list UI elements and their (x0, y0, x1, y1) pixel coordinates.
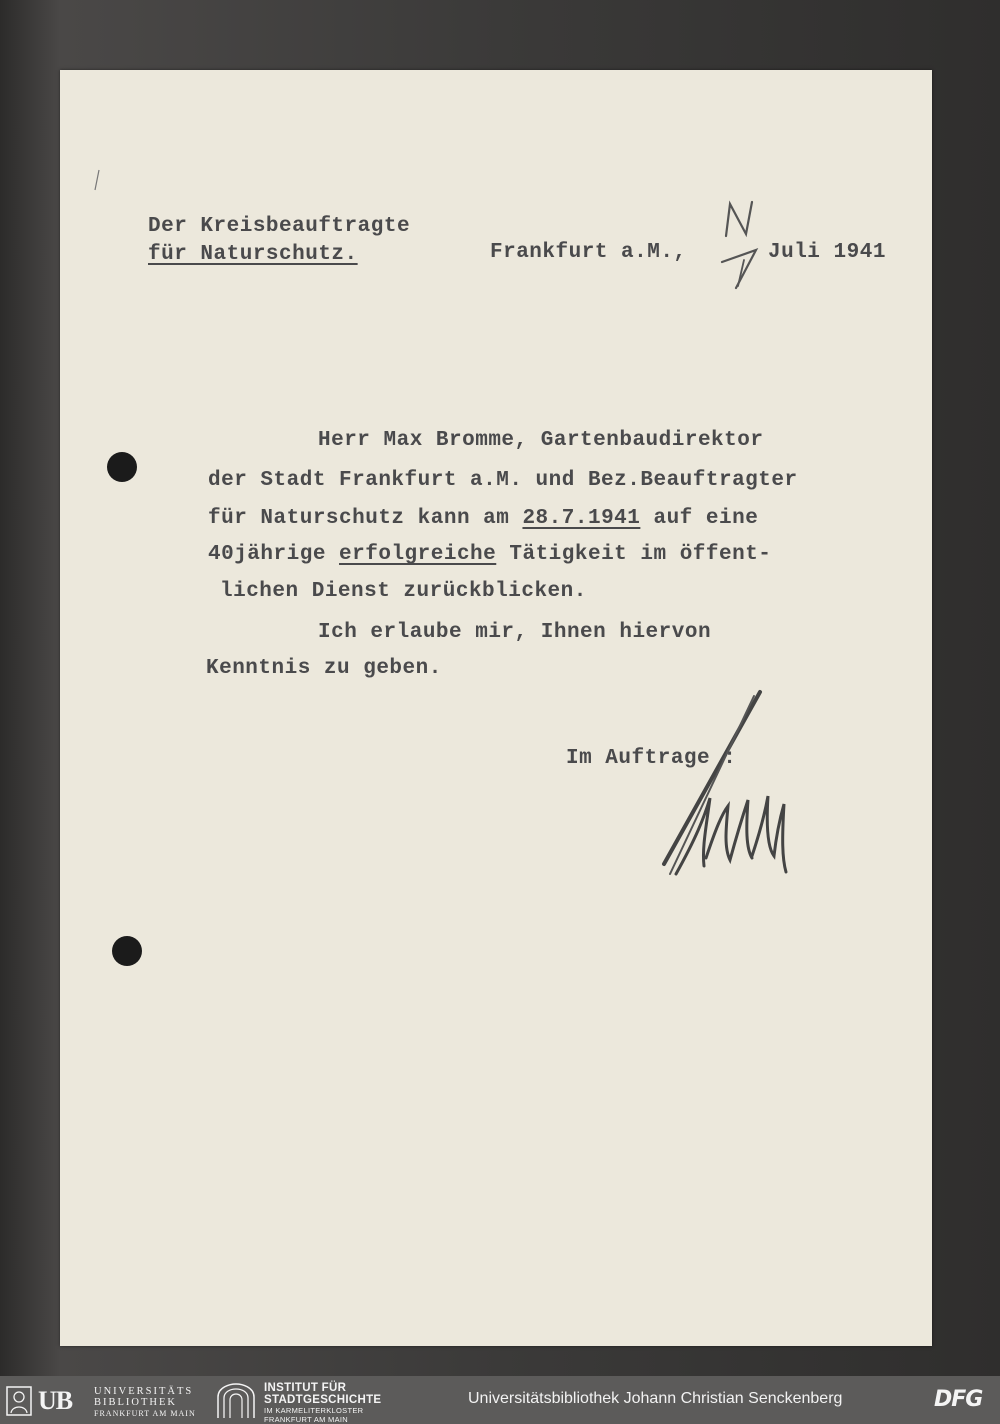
body-line-2: der Stadt Frankfurt a.M. und Bez.Beauftragter (208, 469, 798, 492)
sender-line-1: Der Kreisbeauftragte (148, 215, 411, 238)
closing-phrase: Im Auftrage : (566, 747, 737, 770)
body-line-4-start: 40jährige (208, 543, 340, 566)
anniversary-date: 28.7.1941 (522, 507, 641, 530)
punch-hole-top (107, 452, 137, 482)
institute-line-2: STADTGESCHICHTE (264, 1394, 382, 1406)
library-name-text: Universitätsbibliothek Johann Christian Senckenberg (468, 1390, 843, 1407)
sender-line-2: für Naturschutz. (148, 243, 358, 266)
letter-place: Frankfurt a.M., (490, 241, 687, 264)
ub-logo-mark: UB (38, 1386, 73, 1415)
ub-logo-line-3: FRANKFURT AM MAIN (94, 1409, 196, 1418)
body-line-3 (208, 508, 758, 529)
institute-logo (216, 1381, 396, 1424)
body-line-7: Kenntnis zu geben. (206, 657, 442, 680)
ub-portrait-icon (6, 1386, 32, 1416)
ub-logo-line-1: UNIVERSITÄTS (94, 1386, 194, 1397)
ub-library-logo (6, 1384, 206, 1418)
body-line-3-start: für Naturschutz kann am (208, 507, 523, 530)
pencil-tick-mark (92, 168, 102, 192)
arch-building-icon (216, 1383, 256, 1419)
handwritten-day-mark (712, 200, 768, 292)
institute-line-1: INSTITUT FÜR (264, 1382, 347, 1394)
body-line-6: Ich erlaube mir, Ihnen hiervon (318, 621, 712, 644)
body-line-4-end: Tätigkeit im öffent- (496, 543, 772, 566)
institute-line-3: IM KARMELITERKLOSTER (264, 1406, 364, 1415)
emphasis-erfolgreiche: erfolgreiche (339, 543, 497, 566)
body-line-5: lichen Dienst zurückblicken. (220, 580, 587, 603)
dfg-logo: DFG (934, 1387, 983, 1412)
body-line-1: Herr Max Bromme, Gartenbaudirektor (318, 429, 764, 452)
letter-page (60, 70, 932, 1346)
footer-bar (0, 1376, 1000, 1424)
ub-logo-line-2: BIBLIOTHEK (94, 1397, 177, 1408)
handwritten-signature (656, 688, 790, 888)
body-line-3-end: auf eine (640, 507, 759, 530)
institute-line-4: FRANKFURT AM MAIN (264, 1415, 348, 1424)
letter-date: Juli 1941 (768, 241, 886, 264)
punch-hole-bottom (112, 936, 142, 966)
body-line-4 (208, 544, 771, 565)
